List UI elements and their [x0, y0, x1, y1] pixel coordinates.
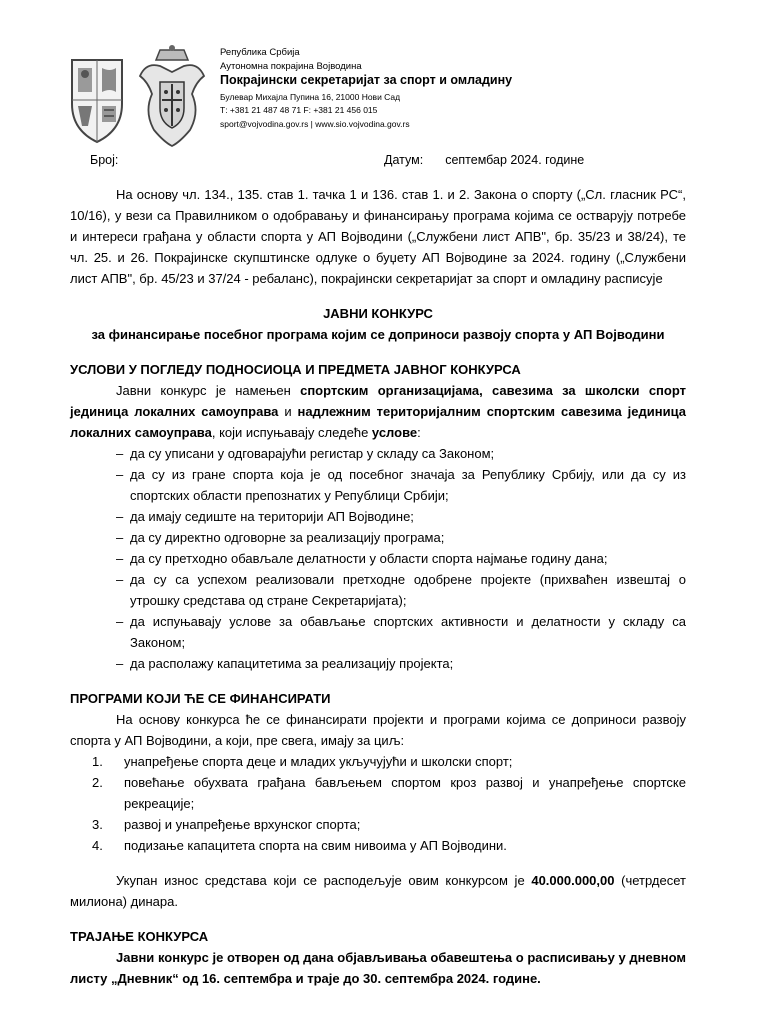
email-website: sport@vojvodina.gov.rs | www.sio.vojvodina.gov.rs — [220, 118, 410, 129]
goals-list — [70, 751, 686, 856]
date-row — [384, 153, 584, 167]
section-programs-heading: ПРОГРАМИ КОЈИ ЋЕ СЕ ФИНАНСИРАТИ — [70, 691, 331, 706]
date-value: септембар 2024. године — [445, 153, 585, 167]
phone-fax: Т: +381 21 487 48 71 F: +381 21 456 015 — [220, 105, 378, 115]
section-conditions-paragraph: Јавни конкурс је намењен спортским организацијама, савезима за школски спорт јединица локалних самоуправа и надлежним територијалним спортским савезима јединица локалних самоуправа, који испуњавају следеће услове: — [70, 383, 686, 440]
list-item: – да су са успехом реализовали претходне одобрене пројекте (прихваћен извештај о утрошку средстава од стране Секретаријата); — [70, 569, 686, 611]
vojvodina-coat-of-arms-icon — [64, 42, 130, 152]
number-label: Број: — [90, 153, 119, 167]
list-item: 3. развој и унапређење врхунског спорта; — [92, 817, 361, 832]
section-conditions-heading: УСЛОВИ У ПОГЛЕДУ ПОДНОСИОЦА И ПРЕДМЕТА ЈАВНОГ КОНКУРСА — [70, 362, 521, 377]
country-name: Република Србија — [220, 47, 300, 58]
list-item: – да су из гране спорта која је од посебног значаја за Републику Србију, или да су из спортских области препознатих у Републици Србији; — [70, 464, 686, 506]
address: Булевар Михајла Пупина 16, 21000 Нови Сад — [220, 91, 401, 102]
total-amount-paragraph: Укупан износ средстава који се расподељује овим конкурсом је 40.000.000,00 (четрдесет милиона) динара. — [70, 873, 686, 909]
intro-paragraph: На основу чл. 134., 135. став 1. тачка 1 и 136. став 1. и 2. Закона о спорту („Сл. гласник РС“, 10/16), у вези са Правилником о одобравању и финансирању програма којима се остварују потребе и интереси грађана у области спорта у АП Војводини („Службени лист АПВ", бр. 35/23 и 38/24), те чл. 25. и 26. Покрајинске скупштинске одлуке о буџету АП Војводине за 2024. годину („Службени лист АПВ", бр. 45/23 и 37/24 - ребаланс), покрајински секретаријат за спорт и омладину расписује — [70, 187, 686, 286]
list-item: – да су уписани у одговарајући регистар у складу са Законом; — [70, 443, 686, 464]
list-item: – да располажу капацитетима за реализацију пројекта; — [70, 653, 686, 674]
province-name: Аутономна покрајина Војводина — [220, 60, 362, 72]
list-item: – да испуњавају услове за обављање спортских активности и делатности у складу са Законом; — [70, 611, 686, 653]
list-item: 2. повећање обухвата грађана бављењем спортом кроз развој и унапређење спортске рекреације; — [92, 775, 686, 811]
section-programs-intro: На основу конкурса ће се финансирати пројекти и програми којима се доприноси развоју спорта у АП Војводини, а који, пре свега, имају за циљ: — [70, 712, 686, 748]
list-item: 1. унапређење спорта деце и младих укључујући и школски спорт; — [92, 754, 513, 769]
serbia-coat-of-arms-icon — [136, 42, 208, 152]
date-label: Датум: — [384, 153, 424, 167]
section-duration-heading: ТРАЈАЊЕ КОНКУРСА — [70, 929, 209, 944]
list-item: 4. подизање капацитета спорта на свим нивоима у АП Војводини. — [92, 838, 507, 853]
list-item: – да су претходно обављале делатности у области спорта најмање годину дана; — [70, 548, 686, 569]
document-body — [70, 184, 686, 989]
list-item: – да су директно одговорне за реализацију програма; — [70, 527, 686, 548]
secretariat-name: Покрајински секретаријат за спорт и омладину — [220, 73, 513, 87]
conditions-list — [70, 443, 686, 674]
section-duration-text: Јавни конкурс је отворен од дана објављивања обавештења о расписивању у дневном листу „Дневник“ од 16. септембра и траје до 30. септембра 2024. године. — [70, 950, 686, 986]
letterhead — [220, 46, 640, 131]
document-title: ЈАВНИ КОНКУРС — [323, 306, 433, 321]
list-item: – да имају седиште на територији АП Војводине; — [70, 506, 686, 527]
document-subtitle: за финансирање посебног програма којим се доприноси развоју спорта у АП Војводини — [91, 327, 665, 342]
